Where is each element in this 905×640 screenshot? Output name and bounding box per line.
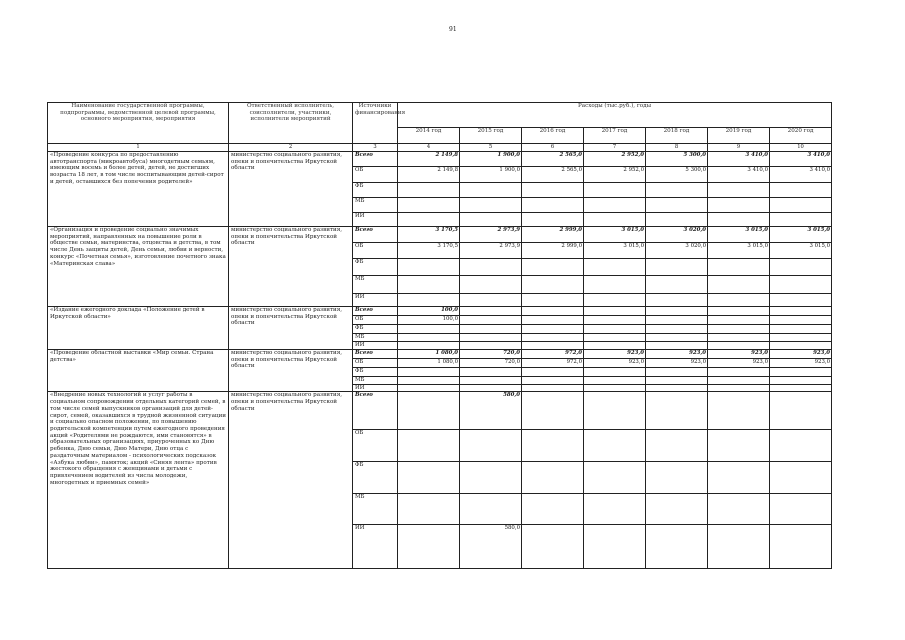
expense-value: 3 015,0 — [770, 243, 832, 259]
expense-value — [708, 385, 770, 392]
expense-value — [770, 430, 832, 462]
expense-value — [460, 294, 522, 307]
expense-value — [770, 325, 832, 334]
expense-value — [770, 259, 832, 276]
activity-executor: министерство социального развития, опеки и попечительства Иркутской области — [229, 350, 353, 392]
expense-value — [770, 316, 832, 325]
expense-value — [770, 213, 832, 227]
expense-value — [584, 385, 646, 392]
expense-value: 2 973,9 — [460, 243, 522, 259]
expense-value: 3 015,0 — [708, 243, 770, 259]
expense-value — [708, 342, 770, 350]
expense-value: 923,0 — [584, 359, 646, 368]
expense-value — [708, 276, 770, 294]
expense-value — [646, 316, 708, 325]
funding-source: ФБ — [353, 462, 398, 494]
expense-value: 2 999,0 — [522, 243, 584, 259]
expense-value — [584, 494, 646, 525]
funding-source: ОБ — [353, 167, 398, 183]
expense-value: 720,0 — [460, 350, 522, 359]
expense-value: 3 170,5 — [398, 243, 460, 259]
expense-value: 923,0 — [708, 359, 770, 368]
expense-value — [770, 198, 832, 213]
column-number: 3 — [353, 144, 398, 152]
expense-value — [646, 342, 708, 350]
expense-value — [522, 276, 584, 294]
expense-value — [398, 377, 460, 385]
expense-value — [522, 259, 584, 276]
funding-source: ИИ — [353, 385, 398, 392]
expense-value — [398, 462, 460, 494]
expense-value — [584, 342, 646, 350]
expense-value: 2 952,0 — [584, 152, 646, 167]
expense-value — [770, 307, 832, 316]
expense-value — [770, 494, 832, 525]
funding-source: Всего — [353, 350, 398, 359]
expense-value — [584, 325, 646, 334]
expense-value: 923,0 — [646, 359, 708, 368]
expense-value — [584, 198, 646, 213]
activity-name: «Организация и проведение социально значимых мероприятий, направленных на повышение роли в обществе семьи, материнства, отцовства и детства, в том числе День защиты детей, День семьи, любви и верности, конкурс «Почетная семья», изготовление почетного знака «Материнская слава» — [48, 227, 229, 307]
expense-value — [522, 430, 584, 462]
column-number: 4 — [398, 144, 460, 152]
column-number: 7 — [584, 144, 646, 152]
expense-value — [398, 334, 460, 342]
expense-value — [646, 430, 708, 462]
expense-value — [770, 294, 832, 307]
column-number: 6 — [522, 144, 584, 152]
expense-value — [522, 525, 584, 569]
expense-value: 3 410,0 — [770, 152, 832, 167]
expense-value — [646, 385, 708, 392]
expense-value: 3 410,0 — [708, 167, 770, 183]
expense-value — [460, 494, 522, 525]
expense-value — [708, 259, 770, 276]
header-year: 2016 год — [522, 128, 584, 144]
table-row — [48, 307, 832, 316]
funding-source: ИИ — [353, 213, 398, 227]
expense-value — [770, 276, 832, 294]
expense-value: 3 020,0 — [646, 243, 708, 259]
budget-table — [47, 102, 832, 569]
expense-value: 923,0 — [708, 350, 770, 359]
expense-value — [522, 294, 584, 307]
expense-value — [398, 325, 460, 334]
expense-value — [584, 392, 646, 430]
expense-value — [584, 462, 646, 494]
funding-source: МБ — [353, 334, 398, 342]
expense-value — [646, 377, 708, 385]
funding-source: Всего — [353, 152, 398, 167]
expense-value: 1 080,0 — [398, 359, 460, 368]
expense-value — [708, 377, 770, 385]
expense-value — [646, 392, 708, 430]
funding-source: ИИ — [353, 342, 398, 350]
expense-value: 1 900,0 — [460, 167, 522, 183]
expense-value: 5 300,0 — [646, 152, 708, 167]
funding-source: ИИ — [353, 525, 398, 569]
header-year: 2014 год — [398, 128, 460, 144]
expense-value — [398, 294, 460, 307]
funding-source: ОБ — [353, 316, 398, 325]
expense-value — [584, 294, 646, 307]
funding-source: ФБ — [353, 259, 398, 276]
activity-name: «Проведение областной выставки «Мир семьи. Страна детства» — [48, 350, 229, 392]
expense-value: 2 973,9 — [460, 227, 522, 243]
expense-value — [398, 385, 460, 392]
expense-value — [398, 342, 460, 350]
expense-value — [398, 368, 460, 377]
table-row — [48, 350, 832, 359]
funding-source: ФБ — [353, 368, 398, 377]
activity-name: «Издание ежегодного доклада «Положение детей в Иркутской области» — [48, 307, 229, 350]
column-number: 10 — [770, 144, 832, 152]
expense-value — [522, 307, 584, 316]
expense-value — [460, 276, 522, 294]
expense-value — [460, 213, 522, 227]
activity-executor: министерство социального развития, опеки и попечительства Иркутской области — [229, 152, 353, 227]
expense-value — [522, 385, 584, 392]
funding-source: МБ — [353, 494, 398, 525]
expense-value — [708, 430, 770, 462]
expense-value — [646, 198, 708, 213]
expense-value: 3 410,0 — [770, 167, 832, 183]
header-year: 2015 год — [460, 128, 522, 144]
expense-value — [708, 325, 770, 334]
expense-value: 2 149,8 — [398, 167, 460, 183]
expense-value — [646, 462, 708, 494]
expense-value: 972,0 — [522, 359, 584, 368]
funding-source: ОБ — [353, 430, 398, 462]
funding-source: Всего — [353, 307, 398, 316]
expense-value: 3 015,0 — [770, 227, 832, 243]
expense-value — [646, 259, 708, 276]
expense-value — [460, 430, 522, 462]
expense-value — [770, 525, 832, 569]
header-source: Источники финансирования — [353, 103, 398, 144]
expense-value — [460, 325, 522, 334]
expense-value — [460, 183, 522, 198]
page-number: 91 — [449, 26, 457, 33]
header-year: 2020 год — [770, 128, 832, 144]
expense-value — [398, 494, 460, 525]
expense-value — [708, 462, 770, 494]
expense-value: 3 015,0 — [584, 243, 646, 259]
expense-value — [460, 307, 522, 316]
expense-value — [646, 525, 708, 569]
funding-source: ОБ — [353, 359, 398, 368]
expense-value — [584, 183, 646, 198]
funding-source: Всего — [353, 227, 398, 243]
expense-value: 1 080,0 — [398, 350, 460, 359]
expense-value — [708, 316, 770, 325]
expense-value — [584, 525, 646, 569]
expense-value: 580,0 — [460, 525, 522, 569]
expense-value — [584, 368, 646, 377]
column-number: 8 — [646, 144, 708, 152]
expense-value — [460, 316, 522, 325]
expense-value — [770, 385, 832, 392]
expense-value — [522, 368, 584, 377]
header-year: 2019 год — [708, 128, 770, 144]
expense-value — [522, 377, 584, 385]
expense-value — [708, 334, 770, 342]
expense-value — [708, 213, 770, 227]
expense-value — [460, 368, 522, 377]
activity-name: «Проведение конкурса по предоставлению автотранспорта (микроавтобуса) многодетным семьям, имеющим восемь и более детей, детей, не достигших возраста 18 лет, в том числе воспитывающим детей-сирот и детей, оставшихся без попечения родителей» — [48, 152, 229, 227]
funding-source: ФБ — [353, 183, 398, 198]
expense-value — [770, 183, 832, 198]
expense-value — [646, 368, 708, 377]
expense-value — [522, 213, 584, 227]
expense-value — [584, 307, 646, 316]
header-year: 2017 год — [584, 128, 646, 144]
expense-value: 923,0 — [584, 350, 646, 359]
expense-value — [708, 392, 770, 430]
expense-value — [460, 377, 522, 385]
expense-value — [770, 342, 832, 350]
table-row — [48, 152, 832, 167]
expense-value — [770, 368, 832, 377]
expense-value — [460, 342, 522, 350]
activity-executor: министерство социального развития, опеки и попечительства Иркутской области — [229, 307, 353, 350]
expense-value — [584, 259, 646, 276]
expense-value — [584, 276, 646, 294]
expense-value — [398, 198, 460, 213]
expense-value — [646, 183, 708, 198]
expense-value — [584, 377, 646, 385]
expense-value: 580,0 — [460, 392, 522, 430]
funding-source: МБ — [353, 198, 398, 213]
expense-value — [646, 325, 708, 334]
expense-value — [522, 198, 584, 213]
expense-value — [770, 462, 832, 494]
expense-value — [522, 183, 584, 198]
expense-value — [522, 462, 584, 494]
expense-value — [398, 430, 460, 462]
funding-source: МБ — [353, 276, 398, 294]
expense-value — [398, 392, 460, 430]
expense-value — [708, 198, 770, 213]
expense-value: 3 410,0 — [708, 152, 770, 167]
expense-value: 3 020,0 — [646, 227, 708, 243]
expense-value — [460, 385, 522, 392]
expense-value: 5 300,0 — [646, 167, 708, 183]
expense-value: 100,0 — [398, 307, 460, 316]
expense-value — [398, 276, 460, 294]
expense-value — [460, 462, 522, 494]
expense-value: 100,0 — [398, 316, 460, 325]
header-year: 2018 год — [646, 128, 708, 144]
table-row — [48, 392, 832, 430]
expense-value — [646, 294, 708, 307]
expense-value — [522, 325, 584, 334]
header-name: Наименование государственной программы, подпрограммы, ведомственной целевой программы, основного мероприятия, мероприятия — [48, 103, 229, 144]
expense-value — [646, 213, 708, 227]
expense-value: 2 999,0 — [522, 227, 584, 243]
activity-executor: министерство социального развития, опеки и попечительства Иркутской области — [229, 392, 353, 569]
expense-value: 923,0 — [770, 350, 832, 359]
expense-value — [460, 334, 522, 342]
expense-value: 3 015,0 — [584, 227, 646, 243]
expense-value — [646, 307, 708, 316]
funding-source: МБ — [353, 377, 398, 385]
expense-value — [584, 430, 646, 462]
funding-source: Всего — [353, 392, 398, 430]
table-row — [48, 227, 832, 243]
expense-value — [770, 377, 832, 385]
expense-value — [708, 494, 770, 525]
expense-value: 720,0 — [460, 359, 522, 368]
expense-value — [460, 259, 522, 276]
expense-value — [708, 183, 770, 198]
expense-value — [460, 198, 522, 213]
expense-value — [398, 259, 460, 276]
expense-value — [522, 316, 584, 325]
expense-value — [584, 213, 646, 227]
expense-value — [398, 183, 460, 198]
expense-value — [770, 334, 832, 342]
header-expenses: Расходы (тыс.руб.), годы — [398, 103, 832, 128]
expense-value — [770, 392, 832, 430]
expense-value — [708, 368, 770, 377]
expense-value — [708, 294, 770, 307]
activity-name: «Внедрение новых технологий и услуг работы в социальном сопровождении отдельных категорий семей, в том числе семей выпускников организаций для детей-сирот, семей, оказавшихся в трудной жизненной ситуации и социально опасном положении, по повышению родительской компетенции путем ежегодного проведения акций «Родителями не рождаются, ими становятся» в образовательных организациях, приуроченных ко Дню ребенка, Дню семьи, Дню Матери, Дню отца с раздаточным материалом - психологических подсказок «Азбука любви», памяток; акций «Синяя лента» против жестокого обращения с женщинами и детьми с привлечением водителей из числа молодежи, многодетных и приемных семей» — [48, 392, 229, 569]
funding-source: ФБ — [353, 325, 398, 334]
expense-value: 3 170,5 — [398, 227, 460, 243]
expense-value — [646, 494, 708, 525]
expense-value — [708, 525, 770, 569]
expense-value — [708, 307, 770, 316]
expense-value — [398, 525, 460, 569]
expense-value — [522, 334, 584, 342]
expense-value — [522, 494, 584, 525]
expense-value: 2 565,0 — [522, 152, 584, 167]
expense-value: 2 149,8 — [398, 152, 460, 167]
expense-value — [584, 334, 646, 342]
activity-executor: министерство социального развития, опеки и попечительства Иркутской области — [229, 227, 353, 307]
expense-value: 3 015,0 — [708, 227, 770, 243]
expense-value: 923,0 — [646, 350, 708, 359]
expense-value: 2 565,0 — [522, 167, 584, 183]
funding-source: ИИ — [353, 294, 398, 307]
expense-value: 2 952,0 — [584, 167, 646, 183]
column-number: 1 — [48, 144, 229, 152]
column-number: 5 — [460, 144, 522, 152]
expense-value: 923,0 — [770, 359, 832, 368]
column-number: 2 — [229, 144, 353, 152]
expense-value — [646, 334, 708, 342]
funding-source: ОБ — [353, 243, 398, 259]
column-number: 9 — [708, 144, 770, 152]
expense-value — [646, 276, 708, 294]
expense-value — [522, 392, 584, 430]
expense-value: 1 900,0 — [460, 152, 522, 167]
expense-value — [584, 316, 646, 325]
expense-value — [398, 213, 460, 227]
header-executor: Ответственный исполнитель, соисполнители, участники, исполнители мероприятий — [229, 103, 353, 144]
expense-value — [522, 342, 584, 350]
expense-value: 972,0 — [522, 350, 584, 359]
